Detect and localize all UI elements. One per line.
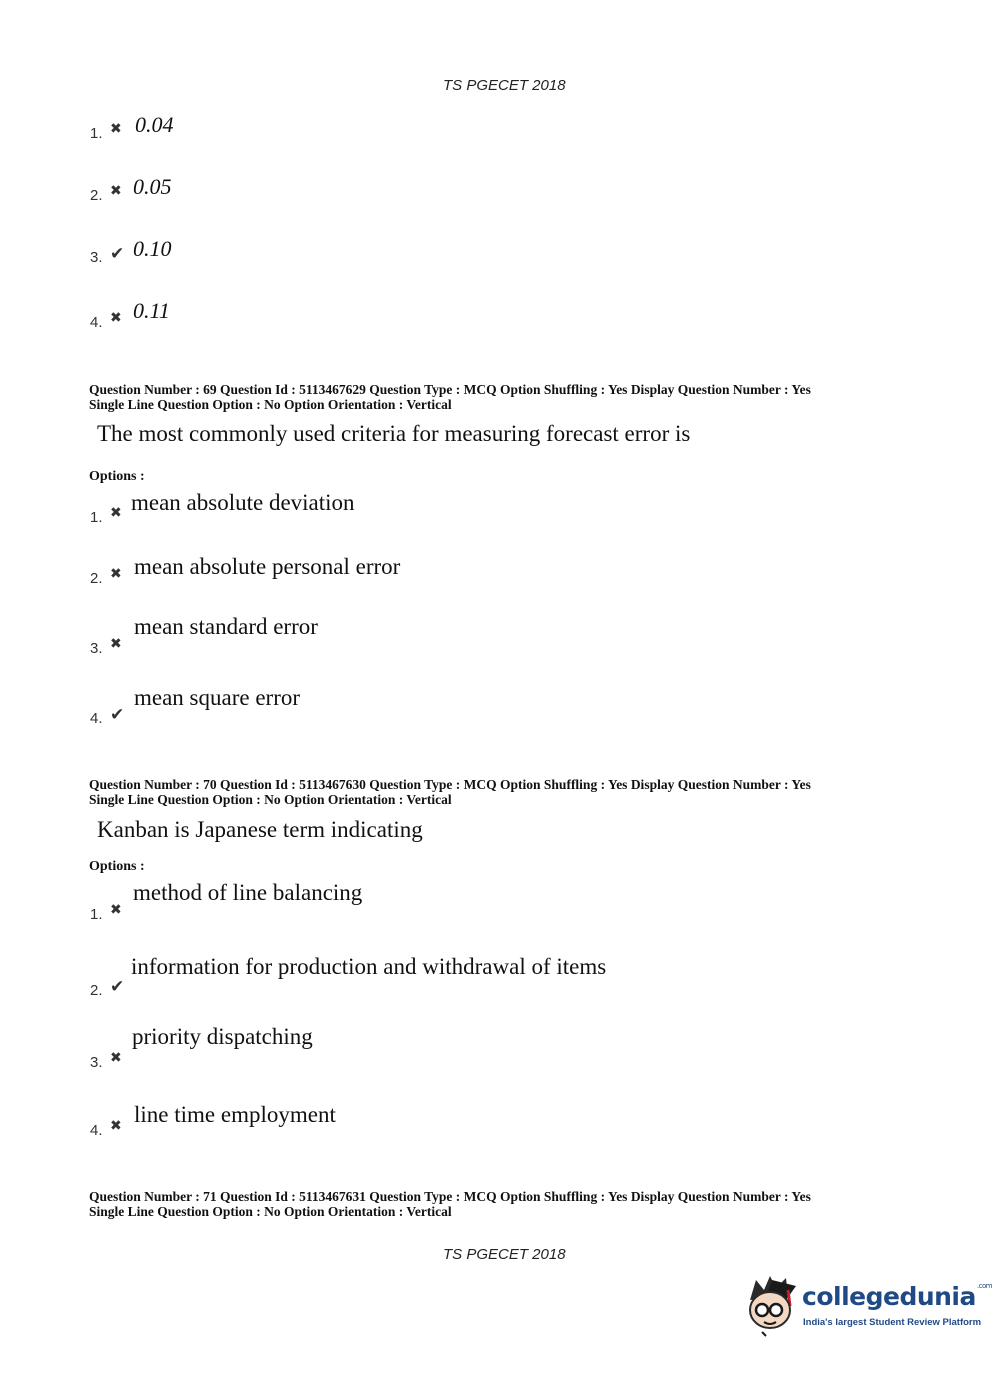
- question-meta-line: Single Line Question Option : No Option Orientation : Vertical: [89, 792, 452, 807]
- option-number: 4.: [90, 710, 103, 727]
- question-meta: [89, 382, 811, 412]
- option-number: 1.: [90, 125, 103, 142]
- question-text: The most commonly used criteria for measuring forecast error is: [97, 421, 691, 446]
- page-header-title: TS PGECET 2018: [443, 77, 566, 94]
- option-number: 3.: [90, 1054, 103, 1071]
- option-text: 0.10: [133, 236, 172, 261]
- cross-icon: ✖: [110, 1050, 122, 1066]
- question-text: Kanban is Japanese term indicating: [97, 817, 423, 842]
- option-number: 2.: [90, 187, 103, 204]
- option-number: 4.: [90, 314, 103, 331]
- check-icon: ✔: [110, 705, 125, 725]
- question-meta-line: Question Number : 69 Question Id : 5113467629 Question Type : MCQ Option Shuffling : Yes Display Question Number : Yes: [89, 382, 811, 397]
- option-number: 1.: [90, 509, 103, 526]
- options-label: Options :: [89, 859, 145, 874]
- option-number: 1.: [90, 906, 103, 923]
- option-text: mean standard error: [134, 614, 318, 639]
- option-text: mean square error: [134, 685, 301, 710]
- cross-icon: ✖: [110, 505, 122, 521]
- logo-wordmark: [802, 1282, 992, 1311]
- option-text: priority dispatching: [132, 1024, 313, 1049]
- options-label: Options :: [89, 469, 145, 484]
- logo-suffix: .com: [976, 1282, 993, 1290]
- mascot-icon: [742, 1270, 802, 1340]
- question-meta-line: Question Number : 70 Question Id : 5113467630 Question Type : MCQ Option Shuffling : Yes Display Question Number : Yes: [89, 777, 811, 792]
- option-text: 0.04: [135, 112, 174, 137]
- question-meta: [89, 1189, 811, 1219]
- cross-icon: ✖: [110, 566, 122, 582]
- cross-icon: ✖: [110, 902, 122, 918]
- option-text: line time employment: [134, 1102, 336, 1127]
- logo-tagline: India's largest Student Review Platform: [803, 1317, 982, 1328]
- collegedunia-logo: [742, 1270, 993, 1340]
- option-number: 3.: [90, 640, 103, 657]
- question-meta: [89, 777, 811, 807]
- option-text: 0.05: [133, 174, 172, 199]
- logo-name-text: collegedunia: [802, 1282, 976, 1311]
- option-number: 3.: [90, 249, 103, 266]
- option-text: information for production and withdrawal of items: [131, 954, 607, 979]
- option-text: mean absolute personal error: [134, 554, 401, 579]
- option-number: 2.: [90, 570, 103, 587]
- option-number: 4.: [90, 1122, 103, 1139]
- cross-icon: ✖: [110, 310, 122, 326]
- cross-icon: ✖: [110, 183, 122, 199]
- check-icon: ✔: [110, 244, 125, 264]
- check-icon: ✔: [110, 977, 125, 997]
- option-text: method of line balancing: [133, 880, 363, 905]
- cross-icon: ✖: [110, 1118, 122, 1134]
- option-number: 2.: [90, 982, 103, 999]
- question-meta-line: Question Number : 71 Question Id : 5113467631 Question Type : MCQ Option Shuffling : Yes Display Question Number : Yes: [89, 1189, 811, 1204]
- option-text: 0.11: [133, 298, 170, 323]
- question-meta-line: Single Line Question Option : No Option Orientation : Vertical: [89, 1204, 452, 1219]
- question-meta-line: Single Line Question Option : No Option Orientation : Vertical: [89, 397, 452, 412]
- cross-icon: ✖: [110, 121, 122, 137]
- option-text: mean absolute deviation: [131, 490, 355, 515]
- page-footer-title: TS PGECET 2018: [443, 1246, 566, 1263]
- cross-icon: ✖: [110, 636, 122, 652]
